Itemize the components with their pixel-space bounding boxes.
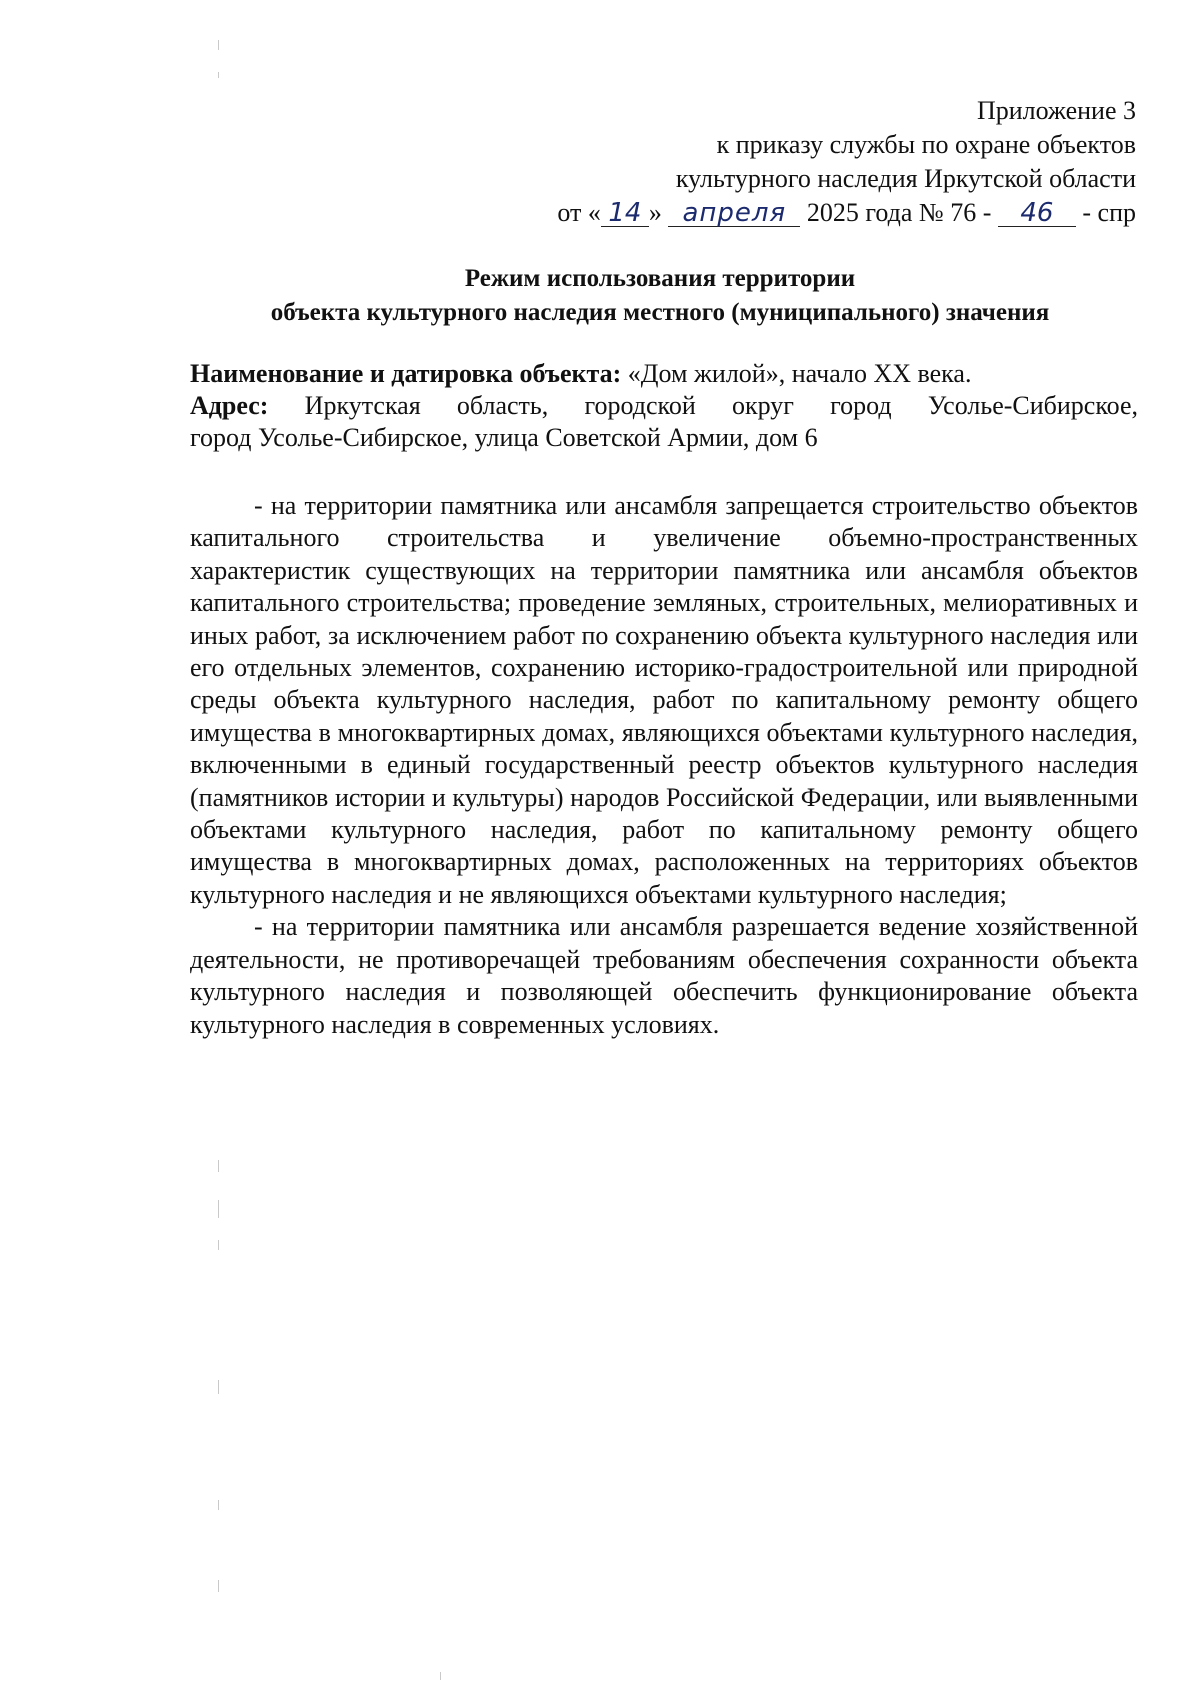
- regime-text: [190, 490, 1138, 1041]
- handwritten-order-number: 46: [998, 200, 1076, 227]
- appendix-date-line: [436, 196, 1136, 230]
- appendix-authority: культурного наследия Иркутской области: [675, 164, 1136, 193]
- scan-artifact: [218, 72, 219, 78]
- date-mid: »: [648, 198, 669, 227]
- object-address-label: Адрес:: [190, 391, 269, 420]
- handwritten-day: 14: [601, 200, 649, 227]
- appendix-header: [436, 94, 1136, 230]
- object-name-label: Наименование и датировка объекта:: [190, 359, 622, 388]
- paragraph-prohibition: - на территории памятника или ансамбля запрещается строительство объектов капитального строительства и увеличение объемно-пространственных характеристик существующих на территории памятника или ансамбля объектов капитального строительства; проведение земляных, строительных, мелиоративных и иных работ, за исключением работ по сохранению объекта культурного наследия или его отдельных элементов, сохранению историко-градостроительной или природной среды объекта культурного наследия, работ по капитальному ремонту общего имущества в многоквартирных домах, являющихся объектами культурного наследия, включенными в единый государственный реестр объектов культурного наследия (памятников истории и культуры) народов Российской Федерации, или выявленными объектами культурного наследия, работ по капитальному ремонту общего имущества в многоквартирных домах, расположенных на территориях объектов культурного наследия и не являющихся объектами культурного наследия;: [190, 491, 1138, 909]
- scan-artifact: [218, 1580, 219, 1592]
- handwritten-month: апреля: [668, 200, 800, 227]
- object-address-row: [190, 390, 1138, 422]
- order-suffix: - спр: [1075, 198, 1136, 227]
- document-title: [180, 262, 1140, 330]
- title-line-2: объекта культурного наследия местного (муниципального) значения: [270, 299, 1050, 326]
- paragraph-permission: - на территории памятника или ансамбля разрешается ведение хозяйственной деятельности, не противоречащей требованиям обеспечения сохранности объекта культурного наследия и позволяющей обеспечить функционирование объекта культурного наследия в современных условиях.: [190, 912, 1138, 1039]
- scan-artifact: [218, 40, 219, 50]
- scan-artifact: [218, 1500, 219, 1510]
- scan-artifact: [218, 1240, 219, 1250]
- scan-artifact: [218, 1380, 219, 1394]
- object-address-value-2: город Усолье-Сибирское, улица Советской Армии, дом 6: [190, 423, 818, 452]
- object-address-value-1: Иркутская область, городской округ город Усолье-Сибирское,: [268, 391, 1138, 420]
- date-year-text: 2025 года № 76 -: [800, 198, 998, 227]
- object-name-value: «Дом жилой», начало XX века.: [621, 359, 972, 388]
- scan-artifact: [218, 1160, 219, 1172]
- scan-artifact: [218, 1200, 219, 1218]
- date-prefix: от «: [557, 198, 601, 227]
- appendix-title: Приложение 3: [976, 96, 1136, 125]
- title-line-1: Режим использования территории: [464, 265, 856, 292]
- object-name-row: [190, 358, 1138, 390]
- appendix-order-ref: к приказу службы по охране объектов: [716, 130, 1136, 159]
- object-info: [190, 358, 1138, 454]
- scan-artifact: [440, 1672, 441, 1680]
